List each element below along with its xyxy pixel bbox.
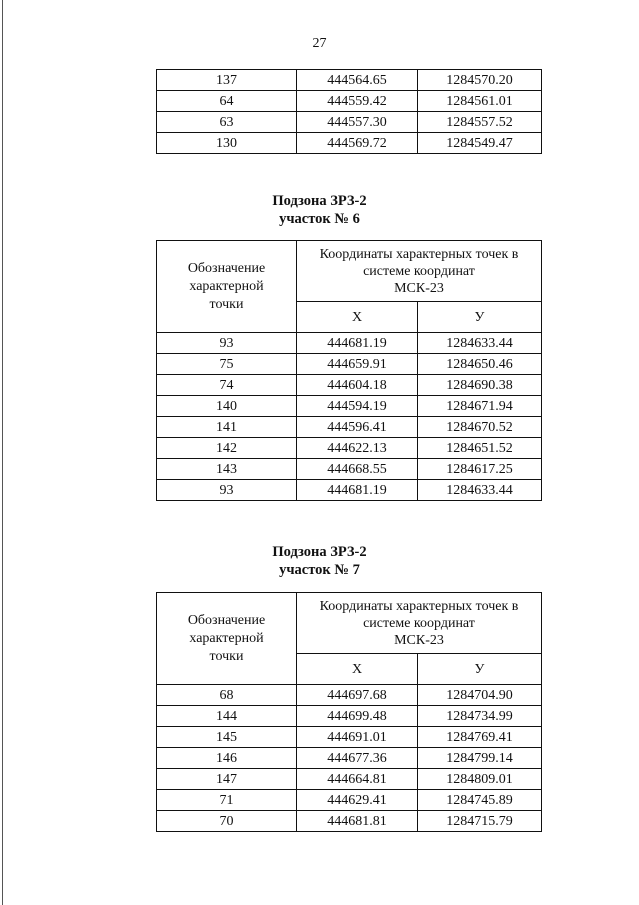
y-column-header: У (418, 302, 542, 333)
y-coordinate-cell: 1284561.01 (418, 91, 542, 112)
plot-label: участок № 6 (279, 211, 360, 227)
point-designation-cell: 146 (157, 748, 297, 769)
y-coordinate-cell: 1284809.01 (418, 769, 542, 790)
y-coordinate-cell: 1284650.46 (418, 354, 542, 375)
point-designation-cell: 93 (157, 333, 297, 354)
x-coordinate-cell: 444604.18 (297, 375, 418, 396)
point-designation-cell: 145 (157, 727, 297, 748)
coordinates-table-plot-7 (156, 592, 542, 832)
coordinates-header-line: МСК-23 (394, 632, 444, 648)
x-coordinate-cell: 444681.19 (297, 333, 418, 354)
table-row (157, 133, 542, 154)
point-designation-cell: 144 (157, 706, 297, 727)
plot-label: участок № 7 (279, 562, 360, 578)
table-row (157, 438, 542, 459)
table-row (157, 417, 542, 438)
point-designation-cell: 137 (157, 70, 297, 91)
x-coordinate-cell: 444559.42 (297, 91, 418, 112)
x-coordinate-cell: 444569.72 (297, 133, 418, 154)
table-row (157, 790, 542, 811)
table-row (157, 375, 542, 396)
point-designation-cell: 130 (157, 133, 297, 154)
table-row (157, 396, 542, 417)
designation-header-line: Обозначение (187, 260, 266, 276)
coordinates-header (297, 593, 542, 654)
x-coordinate-cell: 444594.19 (297, 396, 418, 417)
point-designation-cell: 147 (157, 769, 297, 790)
point-designation-cell: 68 (157, 685, 297, 706)
x-coordinate-cell: 444668.55 (297, 459, 418, 480)
y-coordinate-cell: 1284671.94 (418, 396, 542, 417)
coordinates-header-line: Координаты характерных точек в (319, 598, 519, 614)
section-7-title (0, 543, 639, 579)
table-row (157, 685, 542, 706)
point-designation-cell: 141 (157, 417, 297, 438)
page-left-edge (2, 0, 3, 905)
coordinates-header-line: МСК-23 (394, 280, 444, 296)
point-designation-cell: 71 (157, 790, 297, 811)
designation-header-line: характерной (189, 278, 264, 294)
table-header-row (157, 241, 542, 302)
coordinates-header-line: системе координат (363, 615, 475, 631)
x-coordinate-cell: 444681.81 (297, 811, 418, 832)
y-coordinate-cell: 1284633.44 (418, 480, 542, 501)
y-coordinate-cell: 1284633.44 (418, 333, 542, 354)
x-coordinate-cell: 444681.19 (297, 480, 418, 501)
y-column-header: У (418, 654, 542, 685)
y-coordinate-cell: 1284715.79 (418, 811, 542, 832)
point-designation-cell: 142 (157, 438, 297, 459)
designation-header-line: точки (209, 648, 244, 664)
y-coordinate-cell: 1284704.90 (418, 685, 542, 706)
table-header-row (157, 593, 542, 654)
subzone-label: Подзона ЗРЗ-2 (272, 193, 367, 209)
coordinates-header-line: системе координат (363, 263, 475, 279)
x-coordinate-cell: 444659.91 (297, 354, 418, 375)
point-designation-cell: 63 (157, 112, 297, 133)
point-designation-cell: 74 (157, 375, 297, 396)
designation-header (157, 593, 297, 685)
point-designation-cell: 75 (157, 354, 297, 375)
designation-header-line: Обозначение (187, 612, 266, 628)
table-row (157, 769, 542, 790)
y-coordinate-cell: 1284670.52 (418, 417, 542, 438)
table-row (157, 354, 542, 375)
x-coordinate-cell: 444564.65 (297, 70, 418, 91)
table-row (157, 706, 542, 727)
coordinates-header (297, 241, 542, 302)
table-row (157, 112, 542, 133)
x-coordinate-cell: 444691.01 (297, 727, 418, 748)
x-coordinate-cell: 444622.13 (297, 438, 418, 459)
x-coordinate-cell: 444697.68 (297, 685, 418, 706)
y-coordinate-cell: 1284549.47 (418, 133, 542, 154)
table-row (157, 459, 542, 480)
designation-header-line: характерной (189, 630, 264, 646)
table-row (157, 91, 542, 112)
y-coordinate-cell: 1284734.99 (418, 706, 542, 727)
x-column-header: X (297, 302, 418, 333)
designation-header (157, 241, 297, 333)
y-coordinate-cell: 1284690.38 (418, 375, 542, 396)
coordinates-table-continuation (156, 69, 542, 154)
table-row (157, 748, 542, 769)
designation-header-line: точки (209, 296, 244, 312)
x-column-header: X (297, 654, 418, 685)
table-row (157, 727, 542, 748)
table-row (157, 480, 542, 501)
point-designation-cell: 70 (157, 811, 297, 832)
x-coordinate-cell: 444557.30 (297, 112, 418, 133)
x-coordinate-cell: 444699.48 (297, 706, 418, 727)
x-coordinate-cell: 444677.36 (297, 748, 418, 769)
table-row (157, 333, 542, 354)
x-coordinate-cell: 444664.81 (297, 769, 418, 790)
point-designation-cell: 93 (157, 480, 297, 501)
x-coordinate-cell: 444629.41 (297, 790, 418, 811)
y-coordinate-cell: 1284557.52 (418, 112, 542, 133)
table-row (157, 811, 542, 832)
y-coordinate-cell: 1284799.14 (418, 748, 542, 769)
page-number: 27 (312, 36, 327, 51)
point-designation-cell: 64 (157, 91, 297, 112)
y-coordinate-cell: 1284570.20 (418, 70, 542, 91)
coordinates-table-plot-6 (156, 240, 542, 501)
y-coordinate-cell: 1284769.41 (418, 727, 542, 748)
y-coordinate-cell: 1284651.52 (418, 438, 542, 459)
y-coordinate-cell: 1284745.89 (418, 790, 542, 811)
table-row (157, 70, 542, 91)
x-coordinate-cell: 444596.41 (297, 417, 418, 438)
point-designation-cell: 143 (157, 459, 297, 480)
coordinates-header-line: Координаты характерных точек в (319, 246, 519, 262)
section-6-title (0, 192, 639, 228)
point-designation-cell: 140 (157, 396, 297, 417)
subzone-label: Подзона ЗРЗ-2 (272, 544, 367, 560)
y-coordinate-cell: 1284617.25 (418, 459, 542, 480)
